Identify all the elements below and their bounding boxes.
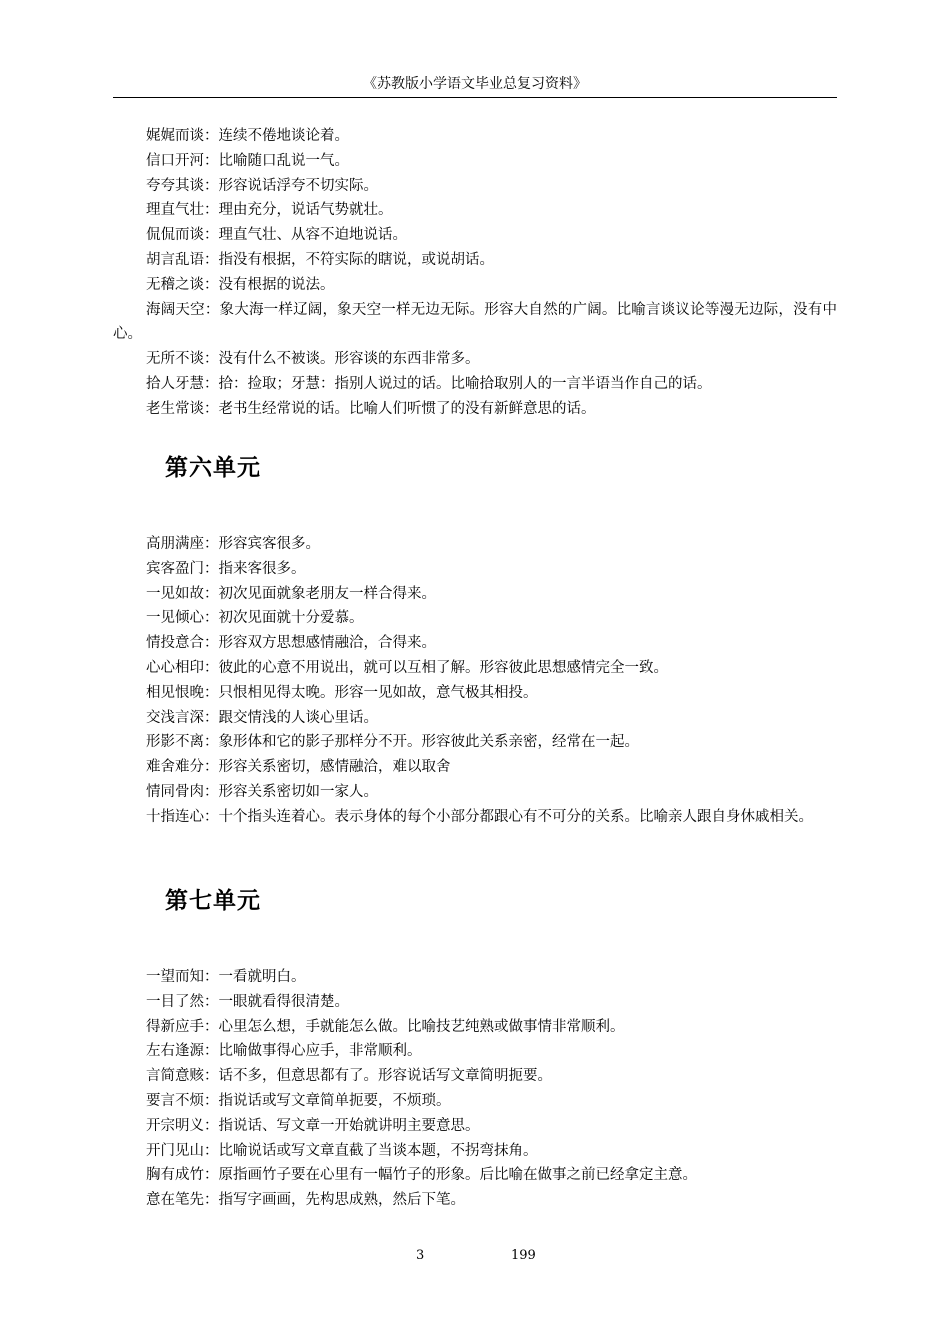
idiom-entry: 形影不离：象形体和它的影子那样分不开。形容彼此关系亲密，经常在一起。: [146, 734, 639, 751]
idiom-entry: 娓娓而谈：连续不倦地谈论着。: [146, 128, 349, 144]
idiom-entry: 胡言乱语：指没有根据，不符实际的瞎说，或说胡话。: [146, 251, 494, 268]
idiom-entry: 无稽之谈：没有根据的说法。: [146, 276, 335, 293]
idiom-entry: 无所不谈：没有什么不被谈。形容谈的东西非常多。: [146, 351, 480, 368]
section6-heading: 第六单元: [165, 454, 261, 481]
header-divider: [113, 97, 837, 98]
idiom-entry: 高朋满座：形容宾客很多。: [146, 536, 320, 552]
idiom-entry: 夸夸其谈：形容说话浮夸不切实际。: [146, 177, 378, 194]
section7-list: [113, 965, 837, 1213]
idiom-entry: 一见倾心：初次见面就十分爱慕。: [146, 610, 364, 627]
idiom-entry: 一目了然：一眼就看得很清楚。: [146, 993, 349, 1010]
idiom-entry: 开门见山：比喻说话或写文章直截了当谈本题，不拐弯抹角。: [146, 1142, 538, 1159]
idiom-entry: 情同骨肉：形容关系密切如一家人。: [146, 783, 378, 800]
idiom-entry: 一望而知：一看就明白。: [146, 969, 306, 985]
idiom-entry: 难舍难分：形容关系密切，感情融洽，难以取舍: [146, 759, 451, 776]
idiom-entry: 信口开河：比喻随口乱说一气。: [146, 152, 349, 169]
idiom-entry: 相见恨晚：只恨相见得太晚。形容一见如故，意气极其相投。: [146, 684, 538, 701]
idiom-entry: 一见如故：初次见面就象老朋友一样合得来。: [146, 585, 436, 602]
idiom-entry: 意在笔先：指写字画画，先构思成熟，然后下笔。: [146, 1192, 465, 1209]
idiom-entry: 开宗明义：指说话、写文章一开始就讲明主要意思。: [146, 1117, 480, 1134]
idiom-entry: 左右逢源：比喻做事得心应手，非常顺利。: [146, 1043, 422, 1060]
page-number: 3: [416, 1248, 425, 1263]
idiom-entry: 言简意赅：话不多，但意思都有了。形容说话写文章简明扼要。: [146, 1068, 552, 1085]
idiom-entry: 要言不烦：指说话或写文章简单扼要，不烦琐。: [146, 1092, 451, 1109]
idiom-entry: 拾人牙慧：拾：捡取；牙慧：指别人说过的话。比喻拾取别人的一言半语当作自己的话。: [146, 375, 712, 392]
idiom-entry: 交浅言深：跟交情浅的人谈心里话。: [146, 709, 378, 726]
section7-heading: 第七单元: [165, 887, 261, 914]
idiom-entry: 十指连心：十个指头连着心。表示身体的每个小部分都跟心有不可分的关系。比喻亲人跟自身休戚相关。: [146, 808, 813, 825]
idiom-entry: 得新应手：心里怎么想，手就能怎么做。比喻技艺纯熟或做事情非常顺利。: [146, 1018, 625, 1035]
section5-list: [113, 124, 837, 422]
idiom-entry: 老生常谈：老书生经常说的话。比喻人们听惯了的没有新鲜意思的话。: [146, 400, 596, 417]
total-pages: 199: [511, 1248, 536, 1263]
idiom-entry: 心心相印：彼此的心意不用说出，就可以互相了解。形容彼此思想感情完全一致。: [146, 659, 668, 676]
idiom-entry: 胸有成竹：原指画竹子要在心里有一幅竹子的形象。后比喻在做事之前已经拿定主意。: [146, 1167, 697, 1184]
idiom-entry: 情投意合：形容双方思想感情融洽，合得来。: [146, 635, 436, 652]
idiom-entry: 理直气壮：理由充分，说话气势就壮。: [146, 202, 393, 219]
idiom-entry: 侃侃而谈：理直气壮、从容不迫地说话。: [146, 227, 407, 244]
idiom-entry: 宾客盈门：指来客很多。: [146, 560, 306, 577]
idiom-entry: 海阔天空：象大海一样辽阔，象天空一样无边无际。形容大自然的广阔。比喻言谈议论等漫无边际，没有中心。: [113, 301, 837, 343]
section6-list: [113, 532, 837, 830]
page-header-title: 《苏教版小学语文毕业总复习资料》: [363, 76, 587, 92]
